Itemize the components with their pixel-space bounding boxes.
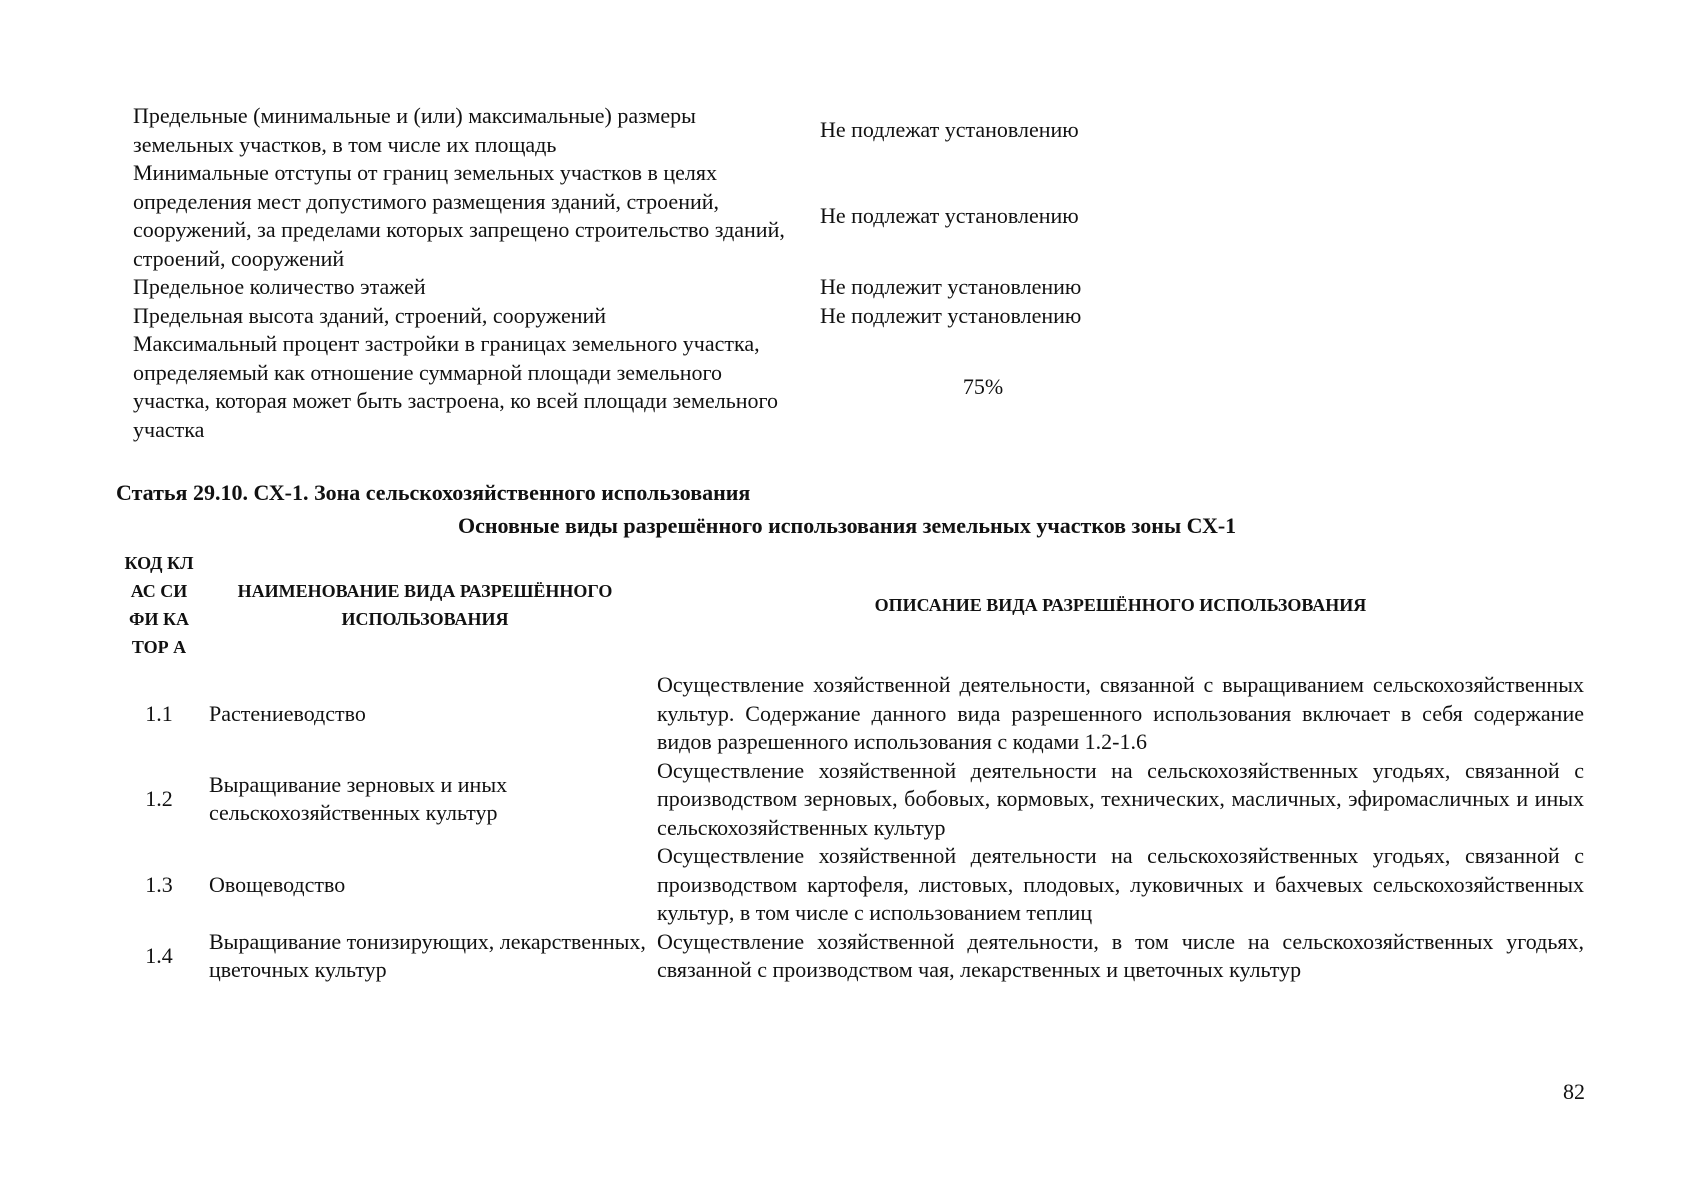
page-number: 82 [1563, 1079, 1585, 1104]
row-description: Осуществление хозяйственной деятельности, в том числе на сельскохозяйственных угодьях, связанной с производством чая, лекарственных и цветочных культур [657, 928, 1584, 982]
param-name: Предельные (минимальные и (или) максимальные) размеры земельных участков, в том числе их площадь [133, 103, 696, 157]
row-code: 1.2 [145, 786, 173, 811]
table-row [115, 842, 1584, 928]
article-title: Статья 29.10. СХ-1. Зона сельскохозяйственного использования [116, 480, 751, 505]
table-title: Основные виды разрешённого использования земельных участков зоны СХ-1 [458, 513, 1237, 538]
param-row [133, 302, 1153, 331]
param-name: Максимальный процент застройки в границах земельного участка, определяемый как отношение суммарной площади земельного участка, которая может быть застроена, ко всей площади земельного участка [133, 331, 779, 442]
param-value: Не подлежат установлению [820, 202, 1079, 228]
row-code: 1.4 [145, 942, 173, 968]
row-name: Выращивание зерновых и иных сельскохозяйственных культур [209, 771, 508, 826]
param-value: Не подлежит установлению [820, 274, 1082, 299]
row-description: Осуществление хозяйственной деятельности, связанной с выращиванием сельскохозяйственных культур. Содержание данного вида разрешенного использования включает в себя содержание видов разрешенного использования с кодами 1.2-1.6 [657, 672, 1584, 754]
param-name: Предельная высота зданий, строений, сооружений [133, 302, 607, 328]
param-name: Предельное количество этажей [133, 274, 426, 299]
header-code [115, 549, 203, 671]
row-code: 1.1 [145, 700, 173, 726]
param-row [133, 273, 1153, 302]
table-row [115, 757, 1584, 843]
param-row [133, 330, 1153, 444]
row-code: 1.3 [145, 871, 173, 897]
parameters-table [133, 102, 1153, 444]
table-row [115, 671, 1584, 757]
header-description: ОПИСАНИЕ ВИДА РАЗРЕШЁННОГО ИСПОЛЬЗОВАНИЯ [874, 595, 1367, 615]
header-name: НАИМЕНОВАНИЕ ВИДА РАЗРЕШЁННОГО ИСПОЛЬЗОВАНИЯ [237, 581, 613, 629]
row-name: Выращивание тонизирующих, лекарственных, цветочных культур [209, 928, 646, 982]
param-name: Минимальные отступы от границ земельных участков в целях определения мест допустимого размещения зданий, строений, сооружений, за пределами которых запрещено строительство зданий, строений, сооружений [133, 160, 785, 271]
row-description: Осуществление хозяйственной деятельности на сельскохозяйственных угодьях, связанной с производством зерновых, бобовых, кормовых, технических, масличных, эфиромасличных и иных сельскохозяйственных культур [657, 757, 1584, 840]
header-code-text: КОД КЛАС СИФИ КАТОР А [124, 553, 194, 657]
param-value: 75% [962, 373, 1004, 399]
param-value: Не подлежат установлению [820, 117, 1079, 143]
row-description: Осуществление хозяйственной деятельности на сельскохозяйственных угодьях, связанной с производством картофеля, листовых, плодовых, луковичных и бахчевых сельскохозяйственных культур, в том числе с использованием теплиц [657, 843, 1584, 925]
permitted-uses-table [115, 549, 1584, 985]
table-row [115, 928, 1584, 985]
param-row [133, 159, 1153, 273]
param-row [133, 102, 1153, 159]
table-header-row [115, 549, 1584, 671]
row-name: Овощеводство [209, 871, 346, 897]
row-name: Растениеводство [209, 700, 366, 726]
param-value: Не подлежит установлению [820, 302, 1082, 328]
